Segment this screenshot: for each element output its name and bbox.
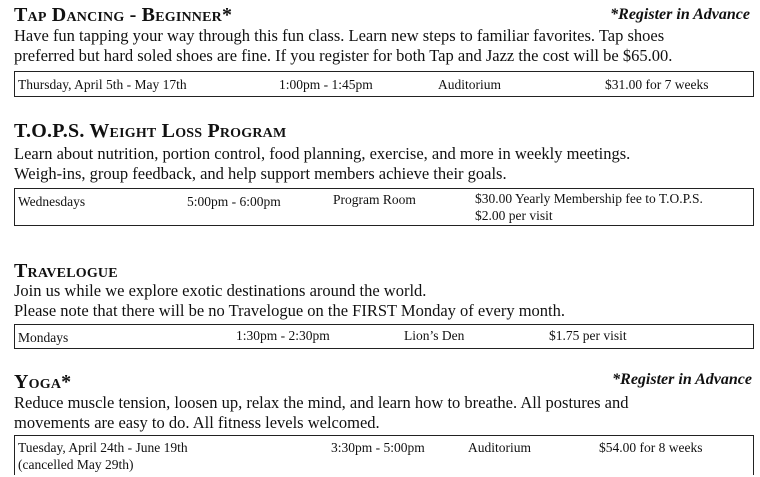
- class-description-line-2: Weigh-ins, group feedback, and help support members achieve their goals.: [14, 164, 507, 183]
- schedule-cost: $1.75 per visit: [549, 328, 627, 343]
- class-description-line-1: Have fun tapping your way through this fun class. Learn new steps to familiar favorites. Tap shoes: [14, 26, 665, 45]
- schedule-time: 1:00pm - 1:45pm: [279, 77, 373, 92]
- register-note: *Register in Advance: [612, 371, 752, 388]
- schedule-location: Auditorium: [438, 77, 501, 92]
- class-description-line-2: preferred but hard soled shoes are fine. If you register for both Tap and Jazz the cost will be $65.00.: [14, 46, 673, 65]
- schedule-location: Program Room: [333, 192, 416, 207]
- class-title: Travelogue: [14, 260, 118, 282]
- schedule-day: Tuesday, April 24th - June 19th: [18, 440, 188, 455]
- class-title: T.O.P.S. Weight Loss Program: [14, 120, 287, 142]
- schedule-time: 3:30pm - 5:00pm: [331, 440, 425, 455]
- schedule-box: [14, 188, 754, 226]
- schedule-time: 5:00pm - 6:00pm: [187, 194, 281, 209]
- schedule-box: [14, 435, 754, 475]
- class-travelogue: [14, 260, 754, 352]
- schedule-day: Mondays: [18, 330, 69, 345]
- schedule-cost: $31.00 for 7 weeks: [605, 77, 709, 92]
- schedule-cost: $30.00 Yearly Membership fee to T.O.P.S.: [475, 191, 703, 206]
- schedule-location: Auditorium: [468, 440, 531, 455]
- class-description-line-2: movements are easy to do. All fitness levels welcomed.: [14, 413, 380, 432]
- schedule-time: 1:30pm - 2:30pm: [236, 328, 330, 343]
- schedule-day: Thursday, April 5th - May 17th: [18, 77, 187, 92]
- schedule-day: Wednesdays: [18, 194, 86, 209]
- class-description-line-2: Please note that there will be no Travelogue on the FIRST Monday of every month.: [14, 301, 565, 320]
- class-title: Tap Dancing - Beginner*: [14, 4, 233, 26]
- class-tops-weight-loss: [14, 120, 754, 230]
- class-description-line-1: Reduce muscle tension, loosen up, relax the mind, and learn how to breathe. All postures and: [14, 393, 629, 412]
- class-yoga: [14, 371, 754, 477]
- schedule-location: Lion’s Den: [404, 328, 465, 343]
- schedule-cost: $54.00 for 8 weeks: [599, 440, 703, 455]
- class-description-line-1: Join us while we explore exotic destinations around the world.: [14, 281, 427, 300]
- schedule-cost-per-visit: $2.00 per visit: [475, 208, 553, 223]
- class-description-line-1: Learn about nutrition, portion control, food planning, exercise, and more in weekly meetings.: [14, 144, 631, 163]
- class-title: Yoga*: [14, 371, 72, 393]
- schedule-box: [14, 324, 754, 349]
- register-note: *Register in Advance: [610, 6, 750, 23]
- schedule-day-note: (cancelled May 29th): [18, 457, 134, 472]
- class-tap-dancing: [14, 4, 754, 96]
- schedule-box: [14, 71, 754, 97]
